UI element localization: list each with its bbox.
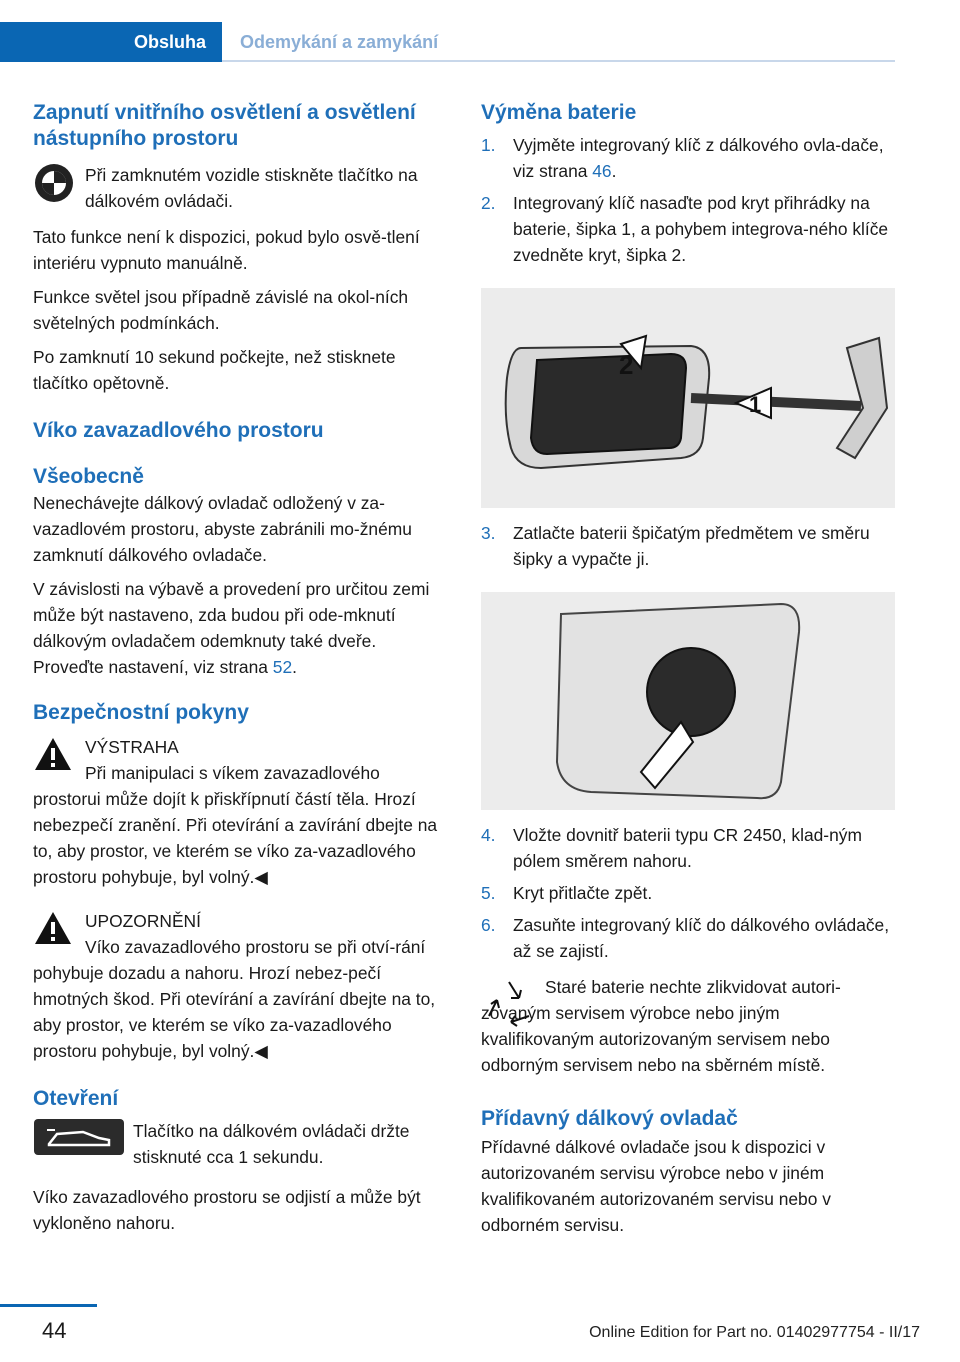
open-paragraph: Víko zavazadlového prostoru se odjistí a může být vykloněno nahoru. bbox=[33, 1187, 421, 1233]
right-column bbox=[481, 100, 895, 1238]
step-1: 1. Vyjměte integrovaný klíč z dálkového ovla‐dače, viz strana 46. bbox=[481, 135, 884, 181]
step-6: 6. Zasuňte integrovaný klíč do dálkového ovládače, až se zajistí. bbox=[481, 915, 890, 961]
step-3: 3. Zatlačte baterii špičatým předmětem ve směru šipky a vypačte ji. bbox=[481, 523, 870, 569]
subsection-safety: Bezpečnostní pokyny bbox=[33, 701, 249, 724]
general-paragraph-1: Nenechávejte dálkový ovladač odložený v za‐vazadlovém prostoru, abyste zabránili mo‐žnému zamknutí dálkového ovladače. bbox=[33, 493, 412, 565]
page-link-52[interactable]: 52 bbox=[272, 657, 293, 677]
warning-triangle-icon bbox=[33, 736, 73, 772]
recycle-text: Staré baterie nechte zlikvidovat autori‐zovaným servisem výrobce nebo jiným kvalifikovaným autorizovaným servisem nebo odborným servisem nebo na sběrném místě. bbox=[481, 977, 841, 1075]
subsection-open: Otevření bbox=[33, 1087, 119, 1110]
step-5: 5. Kryt přitlačte zpět. bbox=[481, 883, 653, 903]
section-title-trunk: Víko zavazadlového prostoru bbox=[33, 419, 324, 442]
tab-odemykani[interactable]: Odemykání a zamykání bbox=[222, 22, 895, 62]
section-title-lighting: Zapnutí vnitřního osvětlení a osvětlení nástupního prostoru bbox=[33, 101, 416, 150]
lighting-paragraph-3: Po zamknutí 10 sekund počkejte, než stisknete tlačítko opětovně. bbox=[33, 347, 396, 393]
bmw-key-icon bbox=[33, 162, 81, 214]
edition-text: Online Edition for Part no. 01402977754 - II/17 bbox=[589, 1324, 920, 1341]
caution-text: Víko zavazadlového prostoru se při otví‐rání pohybuje dozadu a nahoru. Hrozí nebez‐pečí hmotných škod. Při otevírání a zavírání dbejte na to, aby prostor, ve kterém se víko za‐vazadlového prostoru pohybuje, byl volný.◀ bbox=[33, 937, 436, 1061]
recycle-block bbox=[481, 974, 895, 1078]
page-link-46[interactable]: 46 bbox=[592, 161, 612, 181]
arrow-label-1: 1 bbox=[749, 392, 762, 417]
lighting-icon-row bbox=[33, 162, 448, 214]
warning-text: Při manipulaci s víkem zavazadlového prostorui může dojít k přiskřípnutí částí těla. Hrozí nebezpečí zranění. Při otevírání a zavírání dbejte na to, aby prostor, ve kterém se víko za‐vazadlového prostoru pohybuje, byl volný.◀ bbox=[33, 763, 438, 887]
lighting-paragraph-2: Funkce světel jsou případně závislé na okol‐ních světelných podmínkách. bbox=[33, 287, 409, 333]
trunk-button-icon bbox=[33, 1118, 125, 1170]
step-2: 2. Integrovaný klíč nasaďte pod kryt přihrádky na baterie, šipka 1, a pohybem integrova‐ného klíče zvedněte kryt, šipka 2. bbox=[481, 193, 889, 265]
open-icon-row bbox=[33, 1118, 448, 1170]
battery-figure bbox=[481, 592, 895, 810]
header-tabs bbox=[0, 0, 895, 62]
lighting-icon-text: Při zamknutém vozidle stiskněte tlačítko na dálkovém ovládači. bbox=[85, 165, 418, 211]
tab-obsluha[interactable]: Obsluha bbox=[0, 22, 222, 62]
arrow-label-2: 2 bbox=[619, 350, 634, 380]
caution-title: UPOZORNĚNÍ bbox=[85, 911, 201, 931]
footer-rule bbox=[0, 1304, 97, 1307]
section-title-battery: Výměna baterie bbox=[481, 101, 637, 124]
step-4: 4. Vložte dovnitř baterii typu CR 2450, klad‐ným pólem směrem nahoru. bbox=[481, 825, 862, 871]
caution-block bbox=[33, 908, 448, 1064]
warning-title: VÝSTRAHA bbox=[85, 737, 179, 757]
key-cover-figure bbox=[481, 288, 895, 508]
page-number: 44 bbox=[42, 1318, 67, 1343]
warning-block bbox=[33, 734, 448, 890]
section-title-extra-remote: Přídavný dálkový ovladač bbox=[481, 1107, 738, 1130]
subsection-general: Všeobecně bbox=[33, 465, 144, 488]
extra-remote-paragraph: Přídavné dálkové ovladače jsou k dispozici v autorizovaném servisu výrobce nebo v jiném kvalifikovaném autorizovaném servisu nebo v odborném servisu. bbox=[481, 1137, 831, 1235]
caution-triangle-icon bbox=[33, 910, 73, 946]
open-icon-text: Tlačítko na dálkovém ovládači držte stisknuté cca 1 sekundu. bbox=[133, 1121, 410, 1167]
left-column bbox=[33, 100, 448, 1236]
lighting-paragraph-1: Tato funkce není k dispozici, pokud bylo osvě‐tlení interiéru vypnuto manuálně. bbox=[33, 227, 420, 273]
general-paragraph-2: V závislosti na výbavě a provedení pro určitou zemi může být nastaveno, zda budou při ode‐mknutí dálkovým ovladačem odemknuty také dveře. Proveďte nastavení, viz strana 52. bbox=[33, 579, 430, 677]
recycle-icon bbox=[481, 978, 537, 1028]
